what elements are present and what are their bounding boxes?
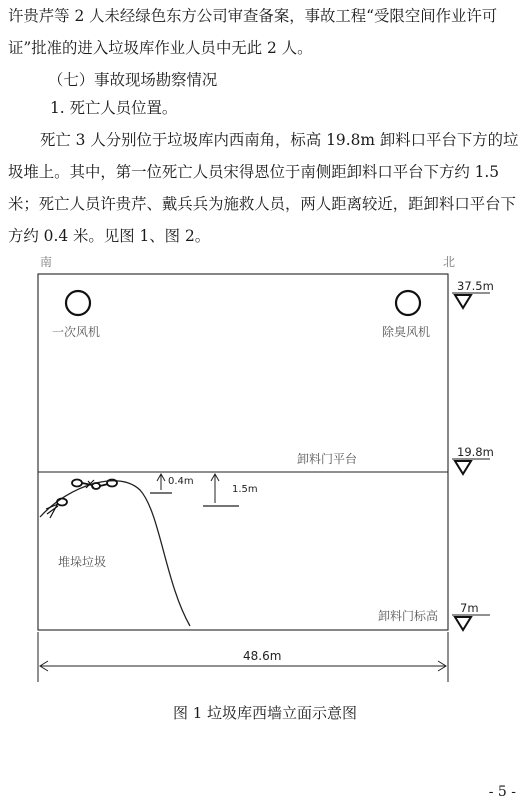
paragraph-positions: 死亡 3 人分别位于垃圾库内西南角，标高 19.8m 卸料口平台下方的垃圾堆上。其中，第一位死亡人员宋得恩位于南侧距卸料口平台下方约 1.5 米；死亡人员许贵芹、戴兵兵为施救人员，两人距离较近，距卸料口平台下方约 0.4 米。见图 1、图 2。	[8, 131, 519, 245]
elevation-bottom-label: 7m	[460, 601, 479, 615]
dimension-0-4m-label: 0.4m	[168, 476, 194, 487]
dimension-1-5m-label: 1.5m	[232, 484, 258, 495]
elevation-marker-bottom	[452, 601, 490, 630]
width-label: 48.6m	[243, 649, 282, 663]
garbage-pile-label: 堆垛垃圾	[58, 555, 107, 569]
sub-heading: 1. 死亡人员位置。	[50, 99, 178, 117]
elevation-marker-top	[452, 279, 494, 308]
elevation-marker-platform	[452, 445, 494, 474]
victim-position-marks	[46, 480, 117, 519]
figure-caption: 图 1 垃圾库西墙立面示意图	[172, 704, 358, 722]
elevation-platform-label: 19.8m	[457, 445, 494, 459]
section-heading: （七）事故现场勘察情况	[48, 71, 218, 89]
dimension-0-4m	[150, 474, 194, 493]
dimension-1-5m	[203, 474, 258, 506]
garbage-pile-outline	[40, 481, 190, 626]
bottom-elevation-label: 卸料门标高	[378, 609, 439, 623]
deodor-fan-icon	[396, 291, 420, 315]
elevation-top-label: 37.5m	[457, 279, 494, 293]
primary-fan-icon	[66, 291, 90, 315]
west-wall-elevation-diagram	[0, 252, 530, 697]
paragraph-personnel: 许贵芹等 2 人未经绿色东方公司审查备案，事故工程“受限空间作业许可证”批准的进入垃圾库作业人员中无此 2 人。	[8, 7, 498, 57]
direction-north-label: 北	[443, 255, 456, 269]
platform-label: 卸料门平台	[297, 452, 358, 466]
width-dimension	[38, 632, 448, 682]
page-number: - 5 -	[488, 784, 516, 800]
direction-south-label: 南	[40, 255, 53, 269]
deodor-fan-label: 除臭风机	[382, 325, 431, 339]
primary-fan-label: 一次风机	[52, 325, 101, 339]
